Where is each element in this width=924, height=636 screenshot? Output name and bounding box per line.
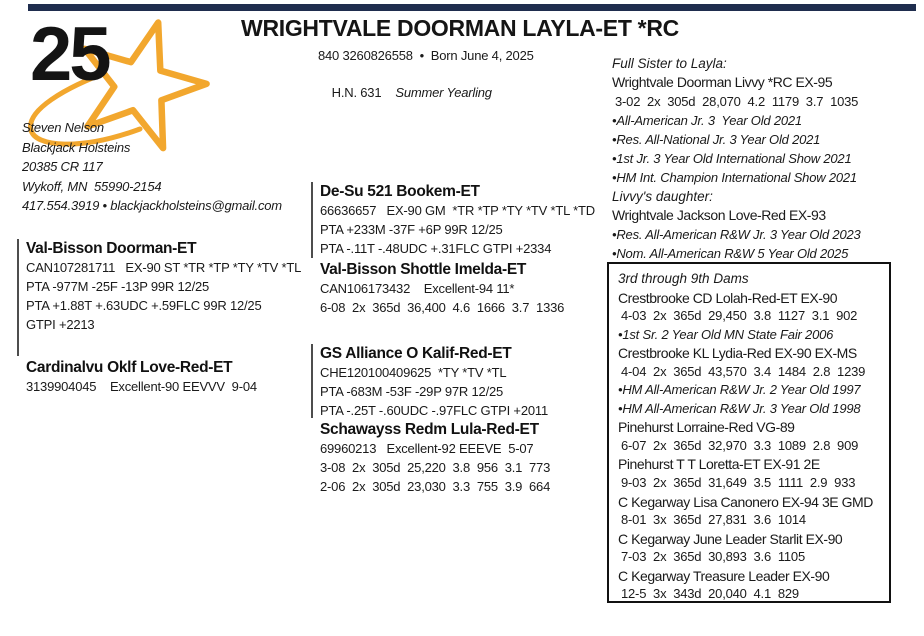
animal-name: Wrightvale Jackson Love-Red EX-93 xyxy=(612,207,826,223)
milk-record: 8-01 3x 365d 27,831 3.6 1014 xyxy=(621,512,806,528)
herd-number-line xyxy=(318,64,492,121)
section-label: Full Sister to Layla: xyxy=(612,56,727,71)
pedigree-line: 2-06 2x 305d 23,030 3.3 755 3.9 664 xyxy=(320,479,551,494)
pedigree-block-dam xyxy=(17,358,326,396)
award-bullet: •HM Int. Champion International Show 2021 xyxy=(612,170,857,185)
animal-name: C Kegarway Lisa Canonero EX-94 3E GMD xyxy=(618,493,873,510)
pedigree-line: GTPI +2213 xyxy=(26,317,95,332)
pedigree-line: CAN106173432 Excellent-94 11* xyxy=(320,281,515,296)
award-bullet: •Res. All-National Jr. 3 Year Old 2021 xyxy=(612,132,821,147)
award-bullet: •1st Jr. 3 Year Old International Show 2021 xyxy=(612,151,852,166)
milk-record: 9-03 2x 365d 31,649 3.5 1111 2.9 933 xyxy=(621,475,856,491)
pedigree-line: 69960213 Excellent-92 EEEVE 5-07 xyxy=(320,441,534,456)
milk-record: 6-07 2x 365d 32,970 3.3 1089 2.8 909 xyxy=(621,437,859,453)
pedigree-line: PTA -683M -53F -29P 97R 12/25 xyxy=(320,384,504,399)
award-bullet: •1st Sr. 2 Year Old MN State Fair 2006 xyxy=(618,326,834,342)
milk-record: 3-02 2x 305d 28,070 4.2 1179 3.7 1035 xyxy=(615,94,859,109)
animal-name: Pinehurst Lorraine-Red VG-89 xyxy=(618,419,795,436)
animal-name: Crestbrooke CD Lolah-Red-ET EX-90 xyxy=(618,289,838,306)
pedigree-line: 6-08 2x 365d 36,400 4.6 1666 3.7 1336 xyxy=(320,300,565,315)
milk-record: 4-04 2x 365d 43,570 3.4 1484 2.8 1239 xyxy=(621,363,866,379)
registration-line: 840 3260826558 • Born June 4, 2025 xyxy=(318,48,534,63)
animal-name: Crestbrooke KL Lydia-Red EX-90 EX-MS xyxy=(618,345,857,362)
milk-record: 12-5 3x 343d 20,040 4.1 829 xyxy=(621,586,799,602)
pedigree-line: PTA -977M -25F -13P 99R 12/25 xyxy=(26,279,210,294)
animal-name: Val-Bisson Doorman-ET xyxy=(26,240,197,257)
consignor-block xyxy=(22,118,312,216)
section-label: Livvy's daughter: xyxy=(612,189,713,204)
animal-name: Pinehurst T T Loretta-ET EX-91 2E xyxy=(618,456,820,473)
animal-name: Cardinalvu Oklf Love-Red-ET xyxy=(26,359,233,376)
age-label: Summer Yearling xyxy=(395,85,492,100)
lot-number: 25 xyxy=(30,12,109,97)
pedigree-line: 3-08 2x 305d 25,220 3.8 956 3.1 773 xyxy=(320,460,551,475)
award-bullet: •All-American Jr. 3 Year Old 2021 xyxy=(612,113,802,128)
award-bullet: •Res. All-American R&W Jr. 3 Year Old 2023 xyxy=(612,227,861,242)
herd-number: H.N. 631 xyxy=(331,85,382,100)
dams-box xyxy=(607,262,891,603)
award-bullet: •HM All-American R&W Jr. 2 Year Old 1997 xyxy=(618,382,861,398)
pedigree-line: 66636657 EX-90 GM *TR *TP *TY *TV *TL *TD xyxy=(320,203,595,218)
pedigree-block-sire xyxy=(17,239,326,356)
section-label: 3rd through 9th Dams xyxy=(618,271,749,286)
pedigree-line: PTA +1.88T +.63UDC +.59FLC 99R 12/25 xyxy=(26,298,262,313)
full-sister-section xyxy=(612,54,912,263)
milk-record: 4-03 2x 365d 29,450 3.8 1127 3.1 902 xyxy=(621,308,858,324)
animal-name: Wrightvale Doorman Livvy *RC EX-95 xyxy=(612,74,833,90)
consignor-city: Wykoff, MN 55990-2154 xyxy=(22,178,162,194)
consignor-phone-email: 417.554.3919 • blackjackholsteins@gmail.com xyxy=(22,198,282,213)
animal-name: De-Su 521 Bookem-ET xyxy=(320,183,480,200)
pedigree-line: PTA -.25T -.60UDC -.97FLC GTPI +2011 xyxy=(320,403,548,418)
pedigree-line: PTA +233M -37F +6P 99R 12/25 xyxy=(320,222,503,237)
pedigree-block-dam xyxy=(311,260,620,317)
pedigree-block-sire xyxy=(311,182,620,258)
animal-name: GS Alliance O Kalif-Red-ET xyxy=(320,345,512,362)
pedigree-block-sire xyxy=(311,344,620,418)
consignor-farm: Blackjack Holsteins xyxy=(22,139,131,155)
animal-name: C Kegarway June Leader Starlit EX-90 xyxy=(618,530,843,547)
consignor-address: 20385 CR 117 xyxy=(22,159,103,174)
animal-name: Schawayss Redm Lula-Red-ET xyxy=(320,421,539,438)
pedigree-line: PTA -.11T -.48UDC +.31FLC GTPI +2334 xyxy=(320,241,552,256)
milk-record: 7-03 2x 365d 30,893 3.6 1105 xyxy=(621,549,805,565)
consignor-name: Steven Nelson xyxy=(22,120,104,135)
pedigree-line: CHE120100409625 *TY *TV *TL xyxy=(320,365,507,380)
award-bullet: •Nom. All-American R&W 5 Year Old 2025 xyxy=(612,246,849,261)
pedigree-line: 3139904045 Excellent-90 EEVVV 9-04 xyxy=(26,379,257,394)
pedigree-block-dam xyxy=(311,420,620,496)
animal-name: C Kegarway Treasure Leader EX-90 xyxy=(618,567,830,584)
pedigree-line: CAN107281711 EX-90 ST *TR *TP *TY *TV *TL xyxy=(26,260,302,275)
animal-name: Val-Bisson Shottle Imelda-ET xyxy=(320,261,527,278)
animal-name-title: WRIGHTVALE DOORMAN LAYLA-ET *RC xyxy=(241,15,679,41)
award-bullet: •HM All-American R&W Jr. 3 Year Old 1998 xyxy=(618,400,861,416)
